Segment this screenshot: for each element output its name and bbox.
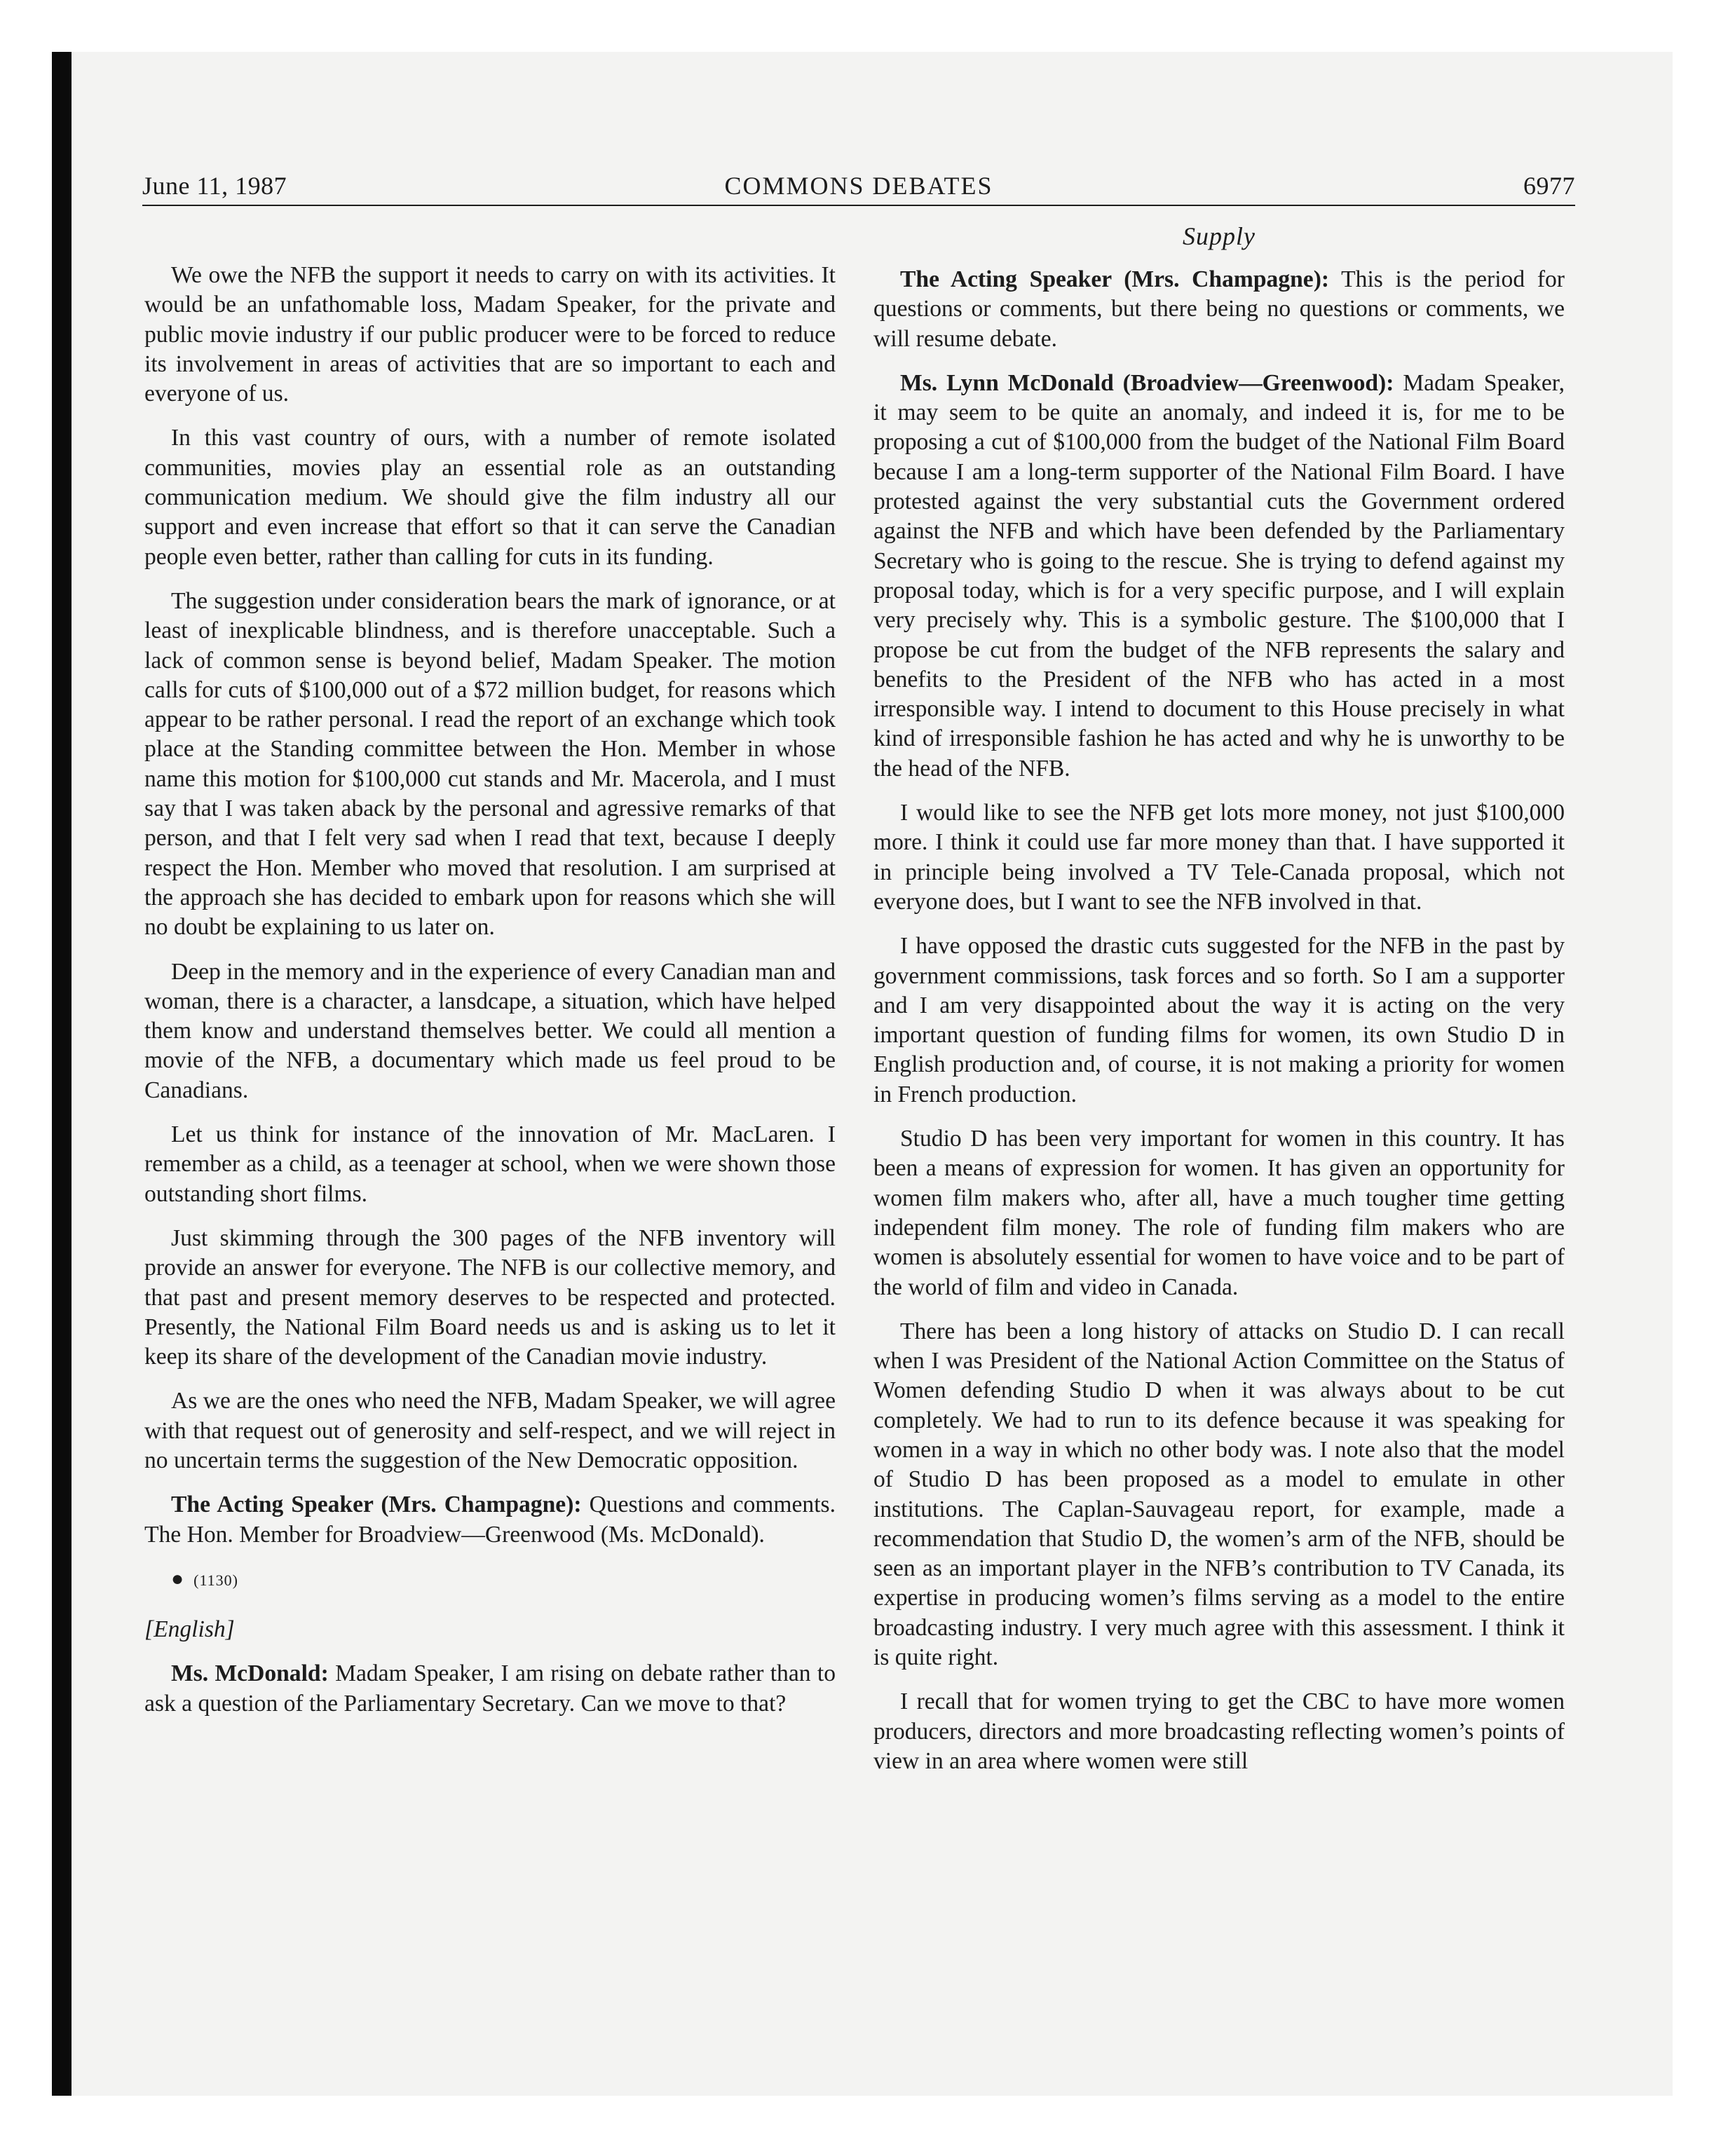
paragraph: Deep in the memory and in the experience of every Canadian man and woman, there is a character, a lansdcape, a situation, which have helped them know and understand themselves better. We could all mention a movie of the NFB, a documentary which made us feel proud to be Canadians. [144, 958, 836, 1103]
header-date: June 11, 1987 [142, 172, 287, 200]
paragraph: Studio D has been very important for women in this country. It has been a means of expression for women. It has given an opportunity for women film makers who, after all, have a much tougher time getting independent film money. The role of funding film makers who are women is absolutely essential for women to have voice and to be part of the world of film and video in Canada. [873, 1126, 1565, 1300]
binding-edge [52, 52, 72, 2096]
paragraph: The suggestion under consideration bears the mark of ignorance, or at least of inexplicable blindness, and is therefore unacceptable. Such a lack of common sense is beyond belief, Madam Speaker. The motion calls for cuts of $100,000 out of a $72 million budget, for reasons which appear to be rather personal. I read the report of an exchange which took place at the Standing committee between the Hon. Member in whose name this motion for $100,000 cut stands and Mr. Macerola, and I must say that I was taken aback by the personal and agressive remarks of that person, and that I felt very sad when I read that text, because I deeply respect the Hon. Member who moved that resolution. I am surprised at the approach she has decided to embark upon for reasons which she will no doubt be explaining to us later on. [144, 587, 836, 941]
speech-text: This is the period for questions or comments, but there being no questions or comments, we will resume debate. [873, 266, 1565, 352]
time-marker [144, 1564, 836, 1595]
header-rule [142, 205, 1575, 206]
bullet-icon: ● [171, 1567, 185, 1590]
speech-paragraph [144, 1490, 836, 1550]
header-publication: COMMONS DEBATES [724, 172, 993, 200]
speech-text: Madam Speaker, I am rising on debate rather than to ask a question of the Parliamentary Secretary. Can we move to that? [144, 1660, 836, 1717]
paragraph: There has been a long history of attacks on Studio D. I can recall when I was President of the National Action Committee on the Status of Women defending Studio D when it was always about to be cut completely. We had to run to its defence because it was speaking for women in a way in which no other body was. I note also that the model of Studio D has been proposed as a model to emulate in other institutions. The Caplan-Sauvageau report, for example, made a recommendation that Studio D, the women’s arm of the NFB, should be seen as an important player in the NFB’s contribution to TV Canada, its expertise in producing women’s films serving as a model to the entire broadcasting industry. I very much agree with this assessment. I think it is quite right. [873, 1318, 1565, 1671]
speech-text: Madam Speaker, it may seem to be quite an anomaly, and indeed it is, for me to be proposing a cut of $100,000 from the budget of the National Film Board because I am a long-term supporter of the National Film Board. I have protested against the very substantial cuts the Government ordered against the NFB and which have been defended by the Parliamentary Secretary who is going to the rescue. She is trying to defend against my proposal today, which is for a very specific purpose, and I will explain very precisely why. This is a symbolic gesture. The $100,000 that I propose be cut from the budget of the NFB represents the salary and benefits to the President of the NFB who has acted in a most irresponsible way. I intend to document to this House precisely in what kind of irresponsible fashion he has acted and why he is unworthy to be the head of the NFB. [873, 369, 1565, 782]
paragraph: I have opposed the drastic cuts suggested for the NFB in the past by government commissions, task forces and so forth. So I am a supporter and I am very disappointed about the way it is acting on the very important question of funding films for women, its own Studio D in English production and, of course, it is not making a priority for women in French production. [873, 933, 1565, 1107]
speech-paragraph [144, 1659, 836, 1719]
paragraph: We owe the NFB the support it needs to carry on with its activities. It would be an unfathomable loss, Madam Speaker, for the private and public movie industry if our public producer were to be forced to reduce its involvement in areas of activities that are so important to each and everyone of us. [144, 262, 836, 407]
left-column [144, 261, 836, 1733]
paragraph: I would like to see the NFB get lots more money, not just $100,000 more. I think it could use far more money than that. I have supported it in principle being involved a TV Tele-Canada proposal, which not everyone does, but I want to see the NFB involved in that. [873, 800, 1565, 915]
paragraph: Let us think for instance of the innovation of Mr. MacLaren. I remember as a child, as a teenager at school, when we were shown those outstanding short films. [144, 1121, 836, 1207]
paragraph: I recall that for women trying to get the CBC to have more women producers, directors and more broadcasting reflecting women’s points of view in an area where women were still [873, 1688, 1565, 1774]
speech-paragraph [873, 265, 1565, 354]
time-marker-text: (1130) [193, 1571, 238, 1589]
speaker-name: Ms. Lynn McDonald (Broadview—Greenwood): [900, 369, 1394, 396]
right-column [873, 265, 1565, 1791]
speech-text: Questions and comments. The Hon. Member for Broadview—Greenwood (Ms. McDonald). [144, 1492, 836, 1548]
language-note: [English] [144, 1616, 235, 1643]
running-header [142, 168, 1575, 203]
speech-paragraph [873, 369, 1565, 784]
speaker-name: The Acting Speaker (Mrs. Champagne): [900, 266, 1330, 292]
paragraph: In this vast country of ours, with a number of remote isolated communities, movies play an essential role as an outstanding communication medium. We should give the film industry all our support and even increase that effort so that it can serve the Canadian people even better, rather than calling for cuts in its funding. [144, 425, 836, 570]
speaker-name: Ms. McDonald: [171, 1660, 329, 1687]
paragraph: As we are the ones who need the NFB, Madam Speaker, we will agree with that request out of generosity and self-respect, and we will reject in no uncertain terms the suggestion of the New Democratic opposition. [144, 1388, 836, 1473]
paragraph: Just skimming through the 300 pages of the NFB inventory will provide an answer for everyone. The NFB is our collective memory, and that past and present memory deserves to be respected and protected. Presently, the National Film Board needs us and is asking us to let it keep its share of the development of the Canadian movie industry. [144, 1224, 836, 1370]
page-number: 6977 [1523, 172, 1575, 200]
speaker-name: The Acting Speaker (Mrs. Champagne): [171, 1492, 582, 1518]
section-heading: Supply [1183, 222, 1256, 250]
